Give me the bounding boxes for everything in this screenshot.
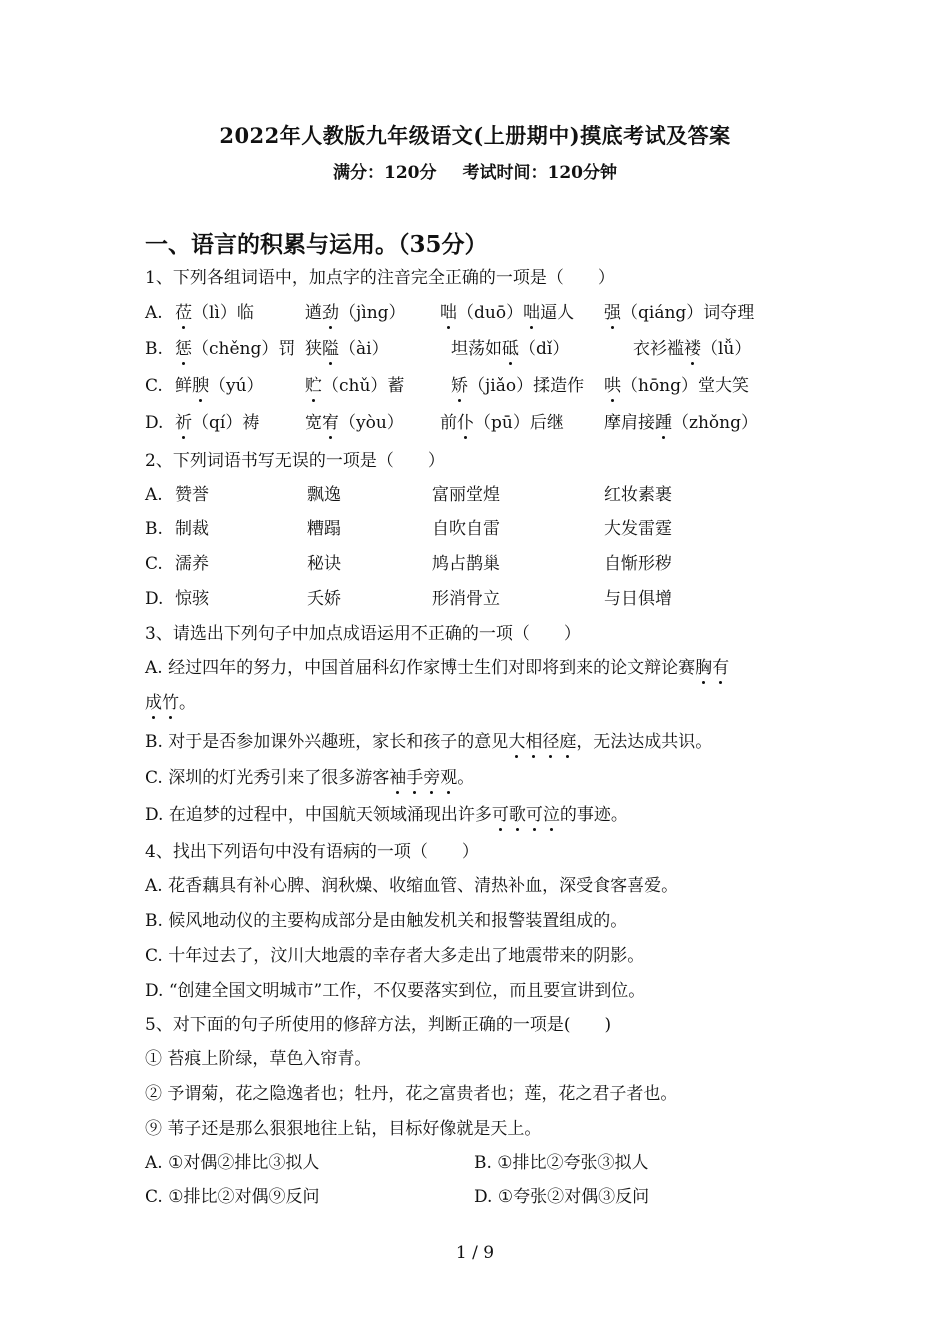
- dotted-char: 大: [508, 732, 526, 752]
- option-word: 制裁: [175, 519, 209, 539]
- question-4-option-d: D. “创建全国文明城市”工作，不仅要落实到位，而且要宣讲到位。: [145, 981, 646, 1001]
- word-with-pinyin: 前仆（pū）后继: [440, 413, 564, 433]
- option-word: 自惭形秽: [604, 554, 672, 574]
- word-with-pinyin: 哄（hōng）堂大笑: [604, 376, 750, 396]
- dotted-char: 祈: [175, 413, 192, 433]
- dotted-char: 胸: [695, 658, 713, 678]
- question-5-sentence-1: ① 苔痕上阶绿，草色入帘青。: [145, 1049, 372, 1069]
- word-with-pinyin: 坦荡如砥（dǐ）: [451, 339, 570, 359]
- question-4-stem: 4、找出下列语句中没有语病的一项（ ）: [145, 842, 479, 862]
- dotted-char: 咄: [440, 303, 457, 323]
- question-5-stem: 5、对下面的句子所使用的修辞方法，判断正确的一项是( ): [145, 1015, 612, 1035]
- option-label: D.: [145, 589, 164, 609]
- option-label: A.: [145, 303, 163, 323]
- word-with-pinyin: 狭隘（ài）: [305, 339, 389, 359]
- section-heading: 一、语言的积累与运用。（35分）: [145, 231, 488, 258]
- dotted-idiom: [508, 732, 576, 752]
- dotted-char: 仆: [457, 413, 474, 433]
- word-with-pinyin: 强（qiáng）词夺理: [604, 303, 755, 323]
- word-with-pinyin: 宽宥（yòu）: [305, 413, 404, 433]
- dotted-char: 矫: [451, 376, 468, 396]
- question-4-option-c: C. 十年过去了，汶川大地震的幸存者大多走出了地震带来的阴影。: [145, 946, 645, 966]
- dotted-char: 强: [604, 303, 621, 323]
- option-label: C.: [145, 376, 163, 396]
- question-3-option-b: B. 对于是否参加课外兴趣班，家长和孩子的意见大相径庭，无法达成共识。: [145, 732, 713, 752]
- question-5-option-d: D. ①夸张②对偶③反问: [474, 1187, 650, 1207]
- question-3-stem: 3、请选出下列句子中加点成语运用不正确的一项（ ）: [145, 624, 581, 644]
- dotted-char: 咄: [523, 303, 541, 323]
- exam-time: 考试时间：120分钟: [462, 163, 617, 183]
- option-word: 富丽堂煌: [432, 485, 500, 505]
- dotted-char: 竹: [162, 693, 179, 713]
- dotted-char: 踵: [655, 413, 672, 433]
- option-label: A.: [145, 485, 163, 505]
- question-1-stem: 1、下列各组词语中，加点字的注音完全正确的一项是（ ）: [145, 268, 615, 288]
- dotted-idiom: [145, 693, 179, 713]
- dotted-idiom: [389, 768, 457, 788]
- word-with-pinyin: 咄（duō）咄逼人: [440, 303, 575, 323]
- option-label: B.: [145, 519, 163, 539]
- option-label: C.: [145, 554, 163, 574]
- dotted-char: 庭: [559, 732, 577, 752]
- option-word: 濡养: [175, 554, 209, 574]
- word-with-pinyin: 遒劲（jìng）: [305, 303, 406, 323]
- dotted-char: 哄: [604, 376, 621, 396]
- option-word: 大发雷霆: [604, 519, 672, 539]
- question-3-option-c: C. 深圳的灯光秀引来了很多游客袖手旁观。: [145, 768, 475, 788]
- option-word: 自吹自雷: [432, 519, 500, 539]
- dotted-char: 可: [525, 805, 543, 825]
- option-word: 赞誉: [175, 485, 209, 505]
- dotted-char: 褛: [684, 339, 701, 359]
- option-word: 与日俱增: [604, 589, 672, 609]
- question-5-sentence-2: ② 予谓菊，花之隐逸者也；牡丹，花之富贵者也；莲，花之君子者也。: [145, 1084, 678, 1104]
- option-word: 秘诀: [307, 554, 341, 574]
- question-5-option-a: A. ①对偶②排比③拟人: [145, 1153, 320, 1173]
- option-word: 鸠占鹊巢: [432, 554, 500, 574]
- option-word: 夭娇: [307, 589, 341, 609]
- word-with-pinyin: 摩肩接踵（zhǒng）: [604, 413, 758, 433]
- dotted-char: 莅: [175, 303, 192, 323]
- question-3-option-a: A. 经过四年的努力，中国首届科幻作家博士生们对即将到来的论文辩论赛胸有: [145, 658, 730, 678]
- dotted-char: 袖: [389, 768, 407, 788]
- option-word: 形消骨立: [432, 589, 500, 609]
- question-4-option-b: B. 候风地动仪的主要构成部分是由触发机关和报警装置组成的。: [145, 911, 628, 931]
- question-2-stem: 2、下列词语书写无误的一项是（ ）: [145, 451, 445, 471]
- option-word: 飘逸: [307, 485, 341, 505]
- question-3-option-a-cont: 成竹。: [145, 693, 196, 713]
- question-4-option-a: A. 花香藕具有补心脾、润秋燥、收缩血管、清热补血，深受食客喜爱。: [145, 876, 679, 896]
- word-with-pinyin: 矫（jiǎo）揉造作: [451, 376, 585, 396]
- dotted-char: 腴: [192, 376, 209, 396]
- question-5-sentence-3: ⑨ 苇子还是那么狠狠地往上钻，目标好像就是天上。: [145, 1119, 542, 1139]
- dotted-char: 歌: [508, 805, 526, 825]
- word-with-pinyin: 莅（lì）临: [175, 303, 254, 323]
- dotted-char: 劲: [322, 303, 339, 323]
- dotted-char: 砥: [502, 339, 519, 359]
- dotted-char: 隘: [322, 339, 339, 359]
- dotted-char: 贮: [305, 376, 322, 396]
- dotted-idiom: [492, 805, 560, 825]
- option-label: B.: [145, 339, 163, 359]
- question-3-option-d: D. 在追梦的过程中，中国航天领域涌现出许多可歌可泣的事迹。: [145, 805, 628, 825]
- document-title: 2022年人教版九年级语文(上册期中)摸底考试及答案: [219, 123, 731, 148]
- dotted-char: 泣: [542, 805, 560, 825]
- word-with-pinyin: 鲜腴（yú）: [175, 376, 264, 396]
- dotted-char: 惩: [175, 339, 192, 359]
- dotted-idiom: [695, 658, 729, 678]
- dotted-char: 相: [525, 732, 543, 752]
- dotted-char: 观: [440, 768, 458, 788]
- question-5-option-b: B. ①排比②夸张③拟人: [474, 1153, 649, 1173]
- exam-info: [0, 158, 950, 183]
- dotted-char: 成: [145, 693, 162, 713]
- dotted-char: 可: [491, 805, 509, 825]
- full-score: 满分：120分: [333, 163, 437, 183]
- word-with-pinyin: 祈（qí）祷: [175, 413, 260, 433]
- page-number: 1 / 9: [455, 1243, 495, 1263]
- word-with-pinyin: 惩（chěng）罚: [175, 339, 296, 359]
- word-with-pinyin: 贮（chǔ）蓄: [305, 376, 405, 396]
- option-word: 惊骇: [175, 589, 209, 609]
- dotted-char: 旁: [423, 768, 441, 788]
- dotted-char: 有: [712, 658, 730, 678]
- dotted-char: 宥: [322, 413, 339, 433]
- dotted-char: 手: [406, 768, 424, 788]
- dotted-char: 径: [542, 732, 560, 752]
- word-with-pinyin: 衣衫褴褛（lǚ）: [633, 339, 752, 359]
- option-word: 糟蹋: [307, 519, 341, 539]
- option-word: 红妆素裹: [604, 485, 672, 505]
- option-label: D.: [145, 413, 164, 433]
- question-5-option-c: C. ①排比②对偶⑨反问: [145, 1187, 320, 1207]
